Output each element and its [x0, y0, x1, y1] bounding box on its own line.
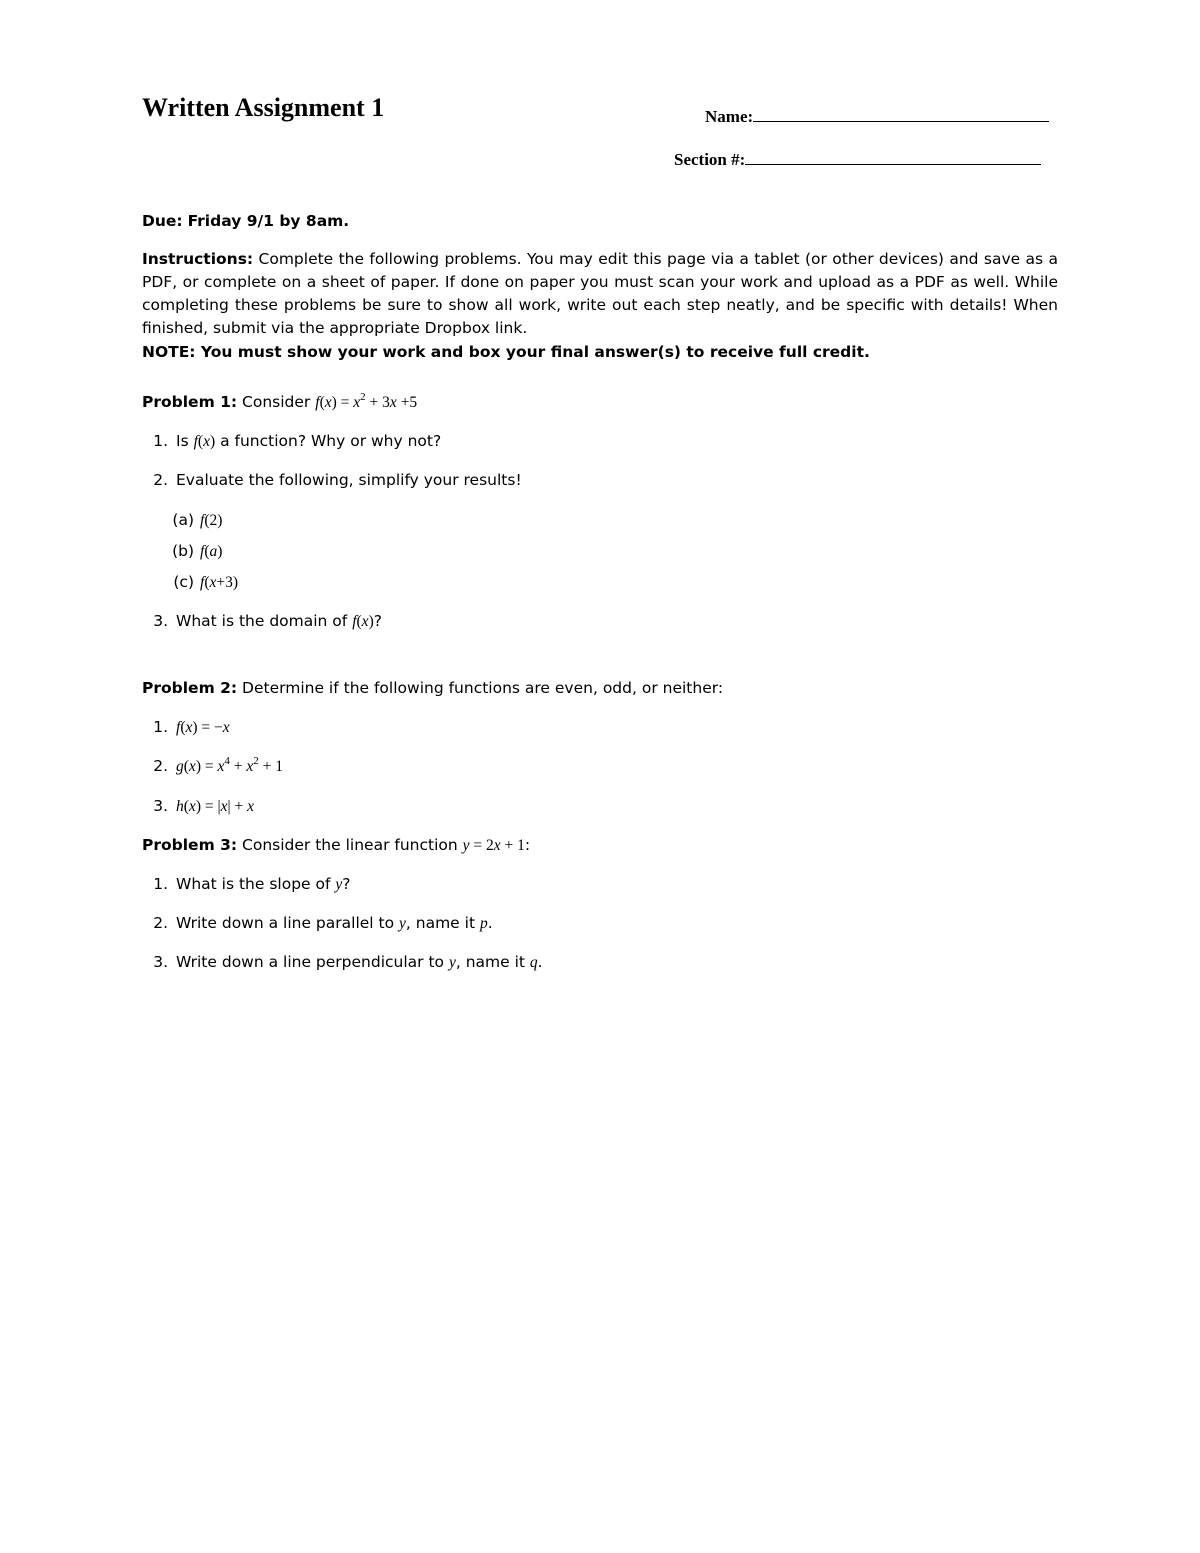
- problem-3-heading: Problem 3: Consider the linear function y = 2x + 1:: [142, 836, 531, 854]
- due-label: Due:: [142, 212, 183, 230]
- note: NOTE: You must show your work and box your final answer(s) to receive full credit.: [142, 343, 870, 361]
- problem-3-item-2: 2. Write down a line parallel to y, name it p.: [153, 914, 493, 932]
- section-label: Section #:: [674, 150, 746, 169]
- name-label: Name:: [705, 107, 754, 126]
- problem-3-label: Problem 3:: [142, 836, 238, 854]
- due-date: [142, 210, 349, 233]
- problem-2-item-1: 1. f(x) = −x: [153, 718, 230, 736]
- problem-2-label: Problem 2:: [142, 679, 238, 697]
- problem-1-item-2: 2. Evaluate the following, simplify your results!: [153, 471, 522, 489]
- problem-1-item-3: 3. What is the domain of f(x)?: [153, 612, 382, 630]
- problem-1-heading: [142, 390, 418, 412]
- name-blank-line[interactable]: [753, 103, 1049, 122]
- problem-1-item-1: 1. Is f(x) a function? Why or why not?: [153, 432, 442, 450]
- problem-3-text: Consider the linear function: [242, 836, 458, 854]
- problem-3-equation: y = 2x + 1: [462, 837, 525, 854]
- problem-2-heading: [142, 679, 723, 697]
- problem-3-item-1: 1. What is the slope of y?: [153, 875, 351, 893]
- name-field[interactable]: [705, 103, 1049, 127]
- problem-1-text: Consider: [242, 393, 311, 411]
- page-title: Written Assignment 1: [142, 93, 385, 122]
- problem-2-text: Determine if the following functions are even, odd, or neither:: [242, 679, 724, 697]
- problem-1-subitem-a: (a) f(2): [172, 511, 223, 529]
- section-field[interactable]: [674, 146, 1041, 170]
- instructions-text: Complete the following problems. You may edit this page via a tablet (or other devices) and save as a PDF, or complete on a sheet of paper. If done on paper you must scan your work and upload as a PDF as well. While completing these problems be sure to show all work, write out each step neatly, and be specific with details! When finished, submit via the appropriate Dropbox link.: [142, 250, 1058, 337]
- problem-2-item-2: 2. $g(x) = x^4 + x^2 + 1$: [153, 754, 283, 775]
- instructions-label: Instructions:: [142, 250, 254, 268]
- problem-1-subitem-b: (b) f(a): [172, 542, 223, 560]
- problem-1-label: Problem 1:: [142, 393, 238, 411]
- problem-3-item-3: 3. Write down a line perpendicular to y, name it q.: [153, 953, 543, 971]
- section-blank-line[interactable]: [745, 146, 1041, 165]
- due-text: Friday 9/1 by 8am.: [187, 212, 350, 230]
- problem-2-item-3: 3. h(x) = |x| + x: [153, 797, 254, 815]
- problem-1-subitem-c: (c) f(x+3): [173, 573, 239, 591]
- problem-1-equation: $f(x) = x^2 + 3x +5$: [315, 390, 418, 411]
- instructions: [142, 248, 1058, 340]
